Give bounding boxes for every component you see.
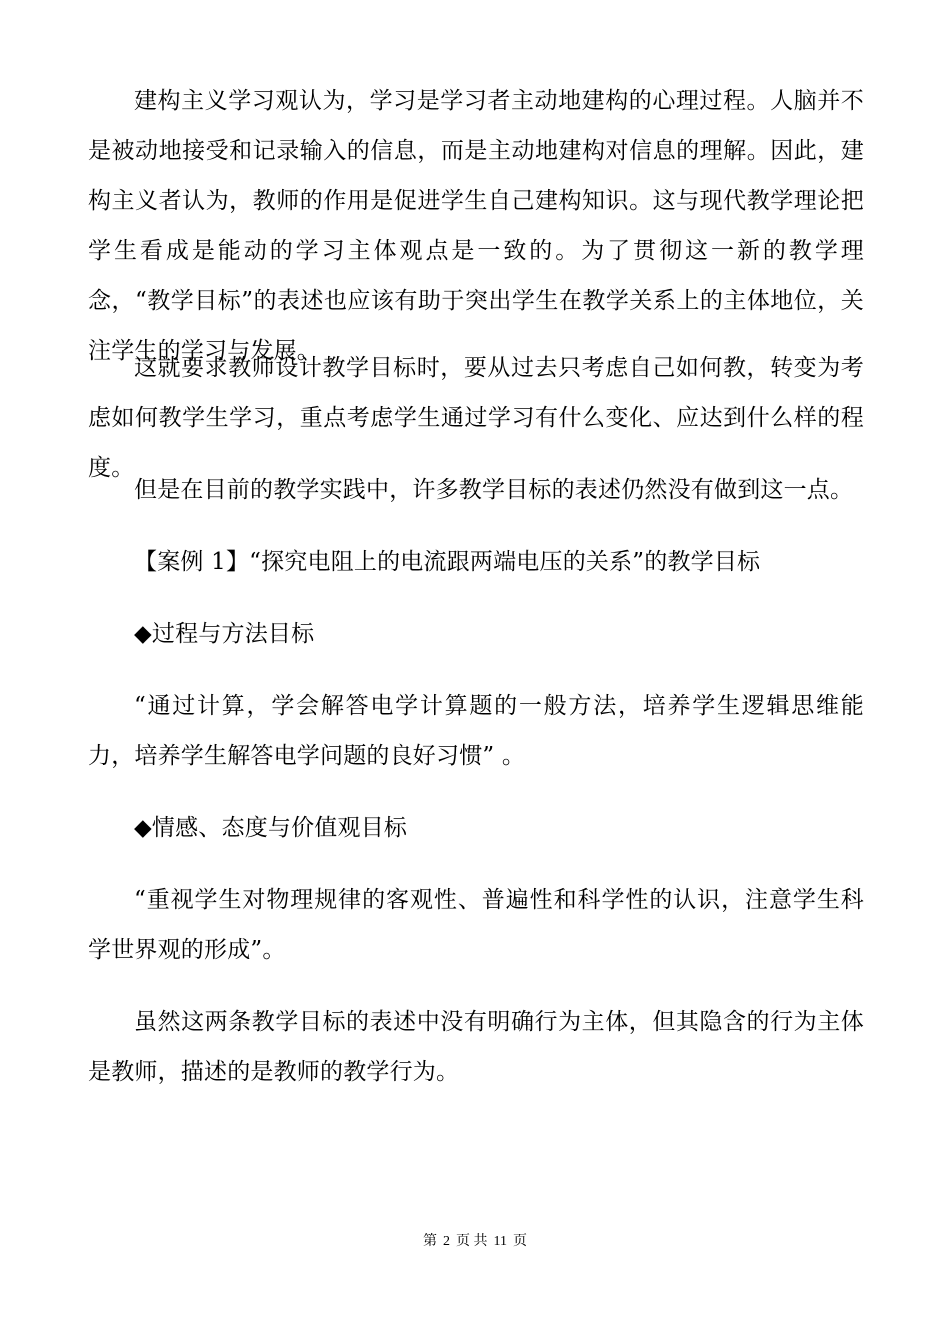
page-footer xyxy=(0,1232,950,1252)
process-method-goal-quote: “通过计算，学会解答电学计算题的一般方法，培养学生逻辑思维能力，培养学生解答电学问题的良好习惯” 。 xyxy=(88,693,864,769)
paragraph-constructivism: 建构主义学习观认为，学习是学习者主动地建构的心理过程。人脑并不是被动地接受和记录输入的信息，而是主动地建构对信息的理解。因此，建构主义者认为，教师的作用是促进学生自己建构知识。这与现代教学理论把学生看成是能动的学习主体观点是一致的。为了贯彻这一新的教学理念，“教学目标”的表述也应该有助于突出学生在教学关系上的主体地位，关注学生的学习与发展。 xyxy=(88,88,864,364)
paragraph-conclusion: 虽然这两条教学目标的表述中没有明确行为主体，但其隐含的行为主体是教师，描述的是教师的教学行为。 xyxy=(88,1009,864,1085)
footer-middle: 页 共 xyxy=(456,1234,488,1249)
emotion-value-goal-quote: “重视学生对物理规律的客观性、普遍性和科学性的认识，注意学生科学世界观的形成”。 xyxy=(88,887,864,963)
footer-prefix: 第 xyxy=(423,1234,437,1249)
case-heading: 【案例 1】“探究电阻上的电流跟两端电压的关系”的教学目标 xyxy=(134,549,761,575)
footer-suffix: 页 xyxy=(512,1234,527,1249)
footer-current-page: 2 xyxy=(443,1234,450,1249)
paragraph-teacher-requirement: 这就要求教师设计教学目标时，要从过去只考虑自己如何教，转变为考虑如何教学生学习，重点考虑学生通过学习有什么变化、应达到什么样的程度。 xyxy=(88,355,864,481)
process-method-goal-heading: ◆过程与方法目标 xyxy=(134,621,315,647)
paragraph-current-practice: 但是在目前的教学实践中，许多教学目标的表述仍然没有做到这一点。 xyxy=(134,477,854,503)
emotion-value-goal-heading: ◆情感、态度与价值观目标 xyxy=(134,815,408,841)
footer-total-pages: 11 xyxy=(493,1234,507,1249)
